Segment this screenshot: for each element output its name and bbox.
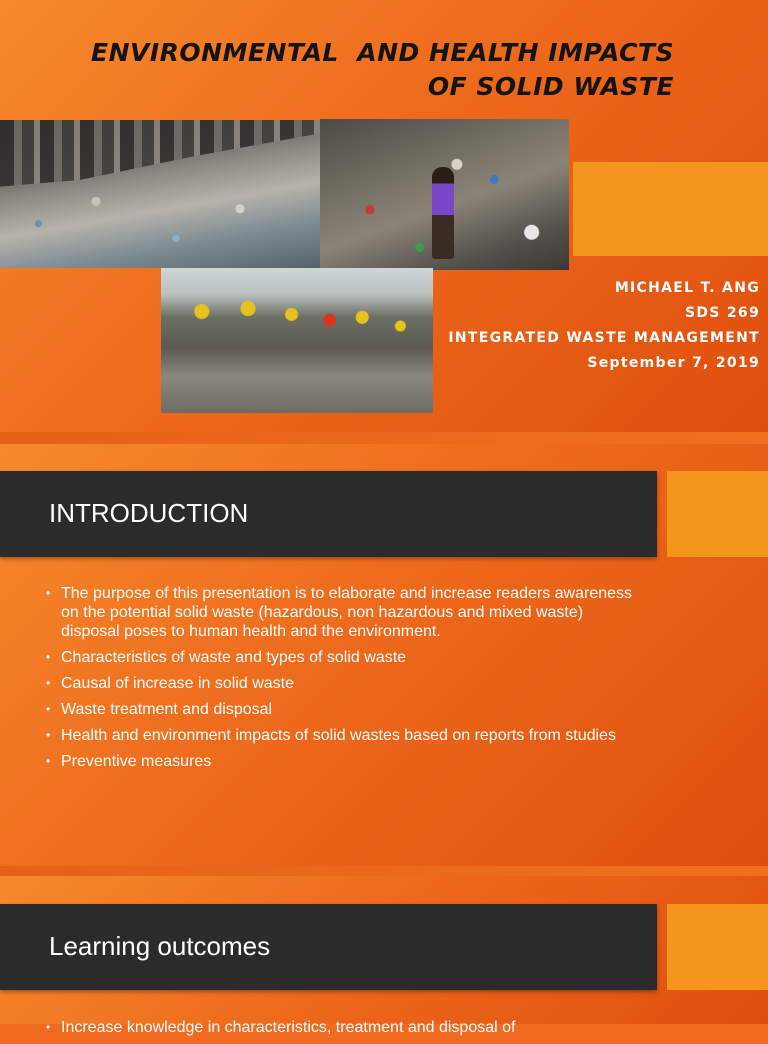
bullet-item: • Waste treatment and disposal <box>46 700 646 719</box>
course-code: SDS 269 <box>685 305 760 321</box>
bullet-item: • Increase knowledge in characteristics, treatment and disposal of <box>46 1018 646 1037</box>
accent-block <box>667 471 768 557</box>
bullet-item: • Causal of increase in solid waste <box>46 674 646 693</box>
bullet-item: • Preventive measures <box>46 752 646 771</box>
introduction-slide <box>0 444 768 866</box>
slide-divider <box>0 866 768 876</box>
learning-outcomes-slide <box>0 876 768 1036</box>
dumpsite-girl-photo <box>320 119 569 270</box>
slide-heading: INTRODUCTION <box>49 498 249 528</box>
course-name: INTEGRATED WASTE MANAGEMENT <box>448 330 760 346</box>
river-of-waste-photo <box>0 120 320 268</box>
bullet-item: • Characteristics of waste and types of solid waste <box>46 648 646 667</box>
slide-heading: Learning outcomes <box>49 931 271 961</box>
slide-title-line-1: ENVIRONMENTAL AND HEALTH IMPACTS <box>91 38 674 67</box>
slide-title <box>91 36 674 104</box>
title-slide <box>0 0 768 432</box>
cleanup-volunteers-photo <box>161 268 433 413</box>
slide-title-line-2: OF SOLID WASTE <box>427 72 674 101</box>
accent-block <box>667 904 768 990</box>
bullet-item: • Health and environment impacts of solid wastes based on reports from studies <box>46 726 646 745</box>
bullet-list <box>46 1018 646 1044</box>
bullet-item: • The purpose of this presentation is to elaborate and increase readers awareness on the potential solid waste (hazardous, non hazardous and mixed waste) disposal poses to human health and the environment. <box>46 584 646 641</box>
bullet-list <box>46 584 646 778</box>
presentation-date: September 7, 2019 <box>587 355 760 371</box>
author-name: MICHAEL T. ANG <box>614 280 760 296</box>
accent-block <box>573 162 768 256</box>
slide-divider <box>0 432 768 444</box>
presentation-meta <box>448 276 760 376</box>
